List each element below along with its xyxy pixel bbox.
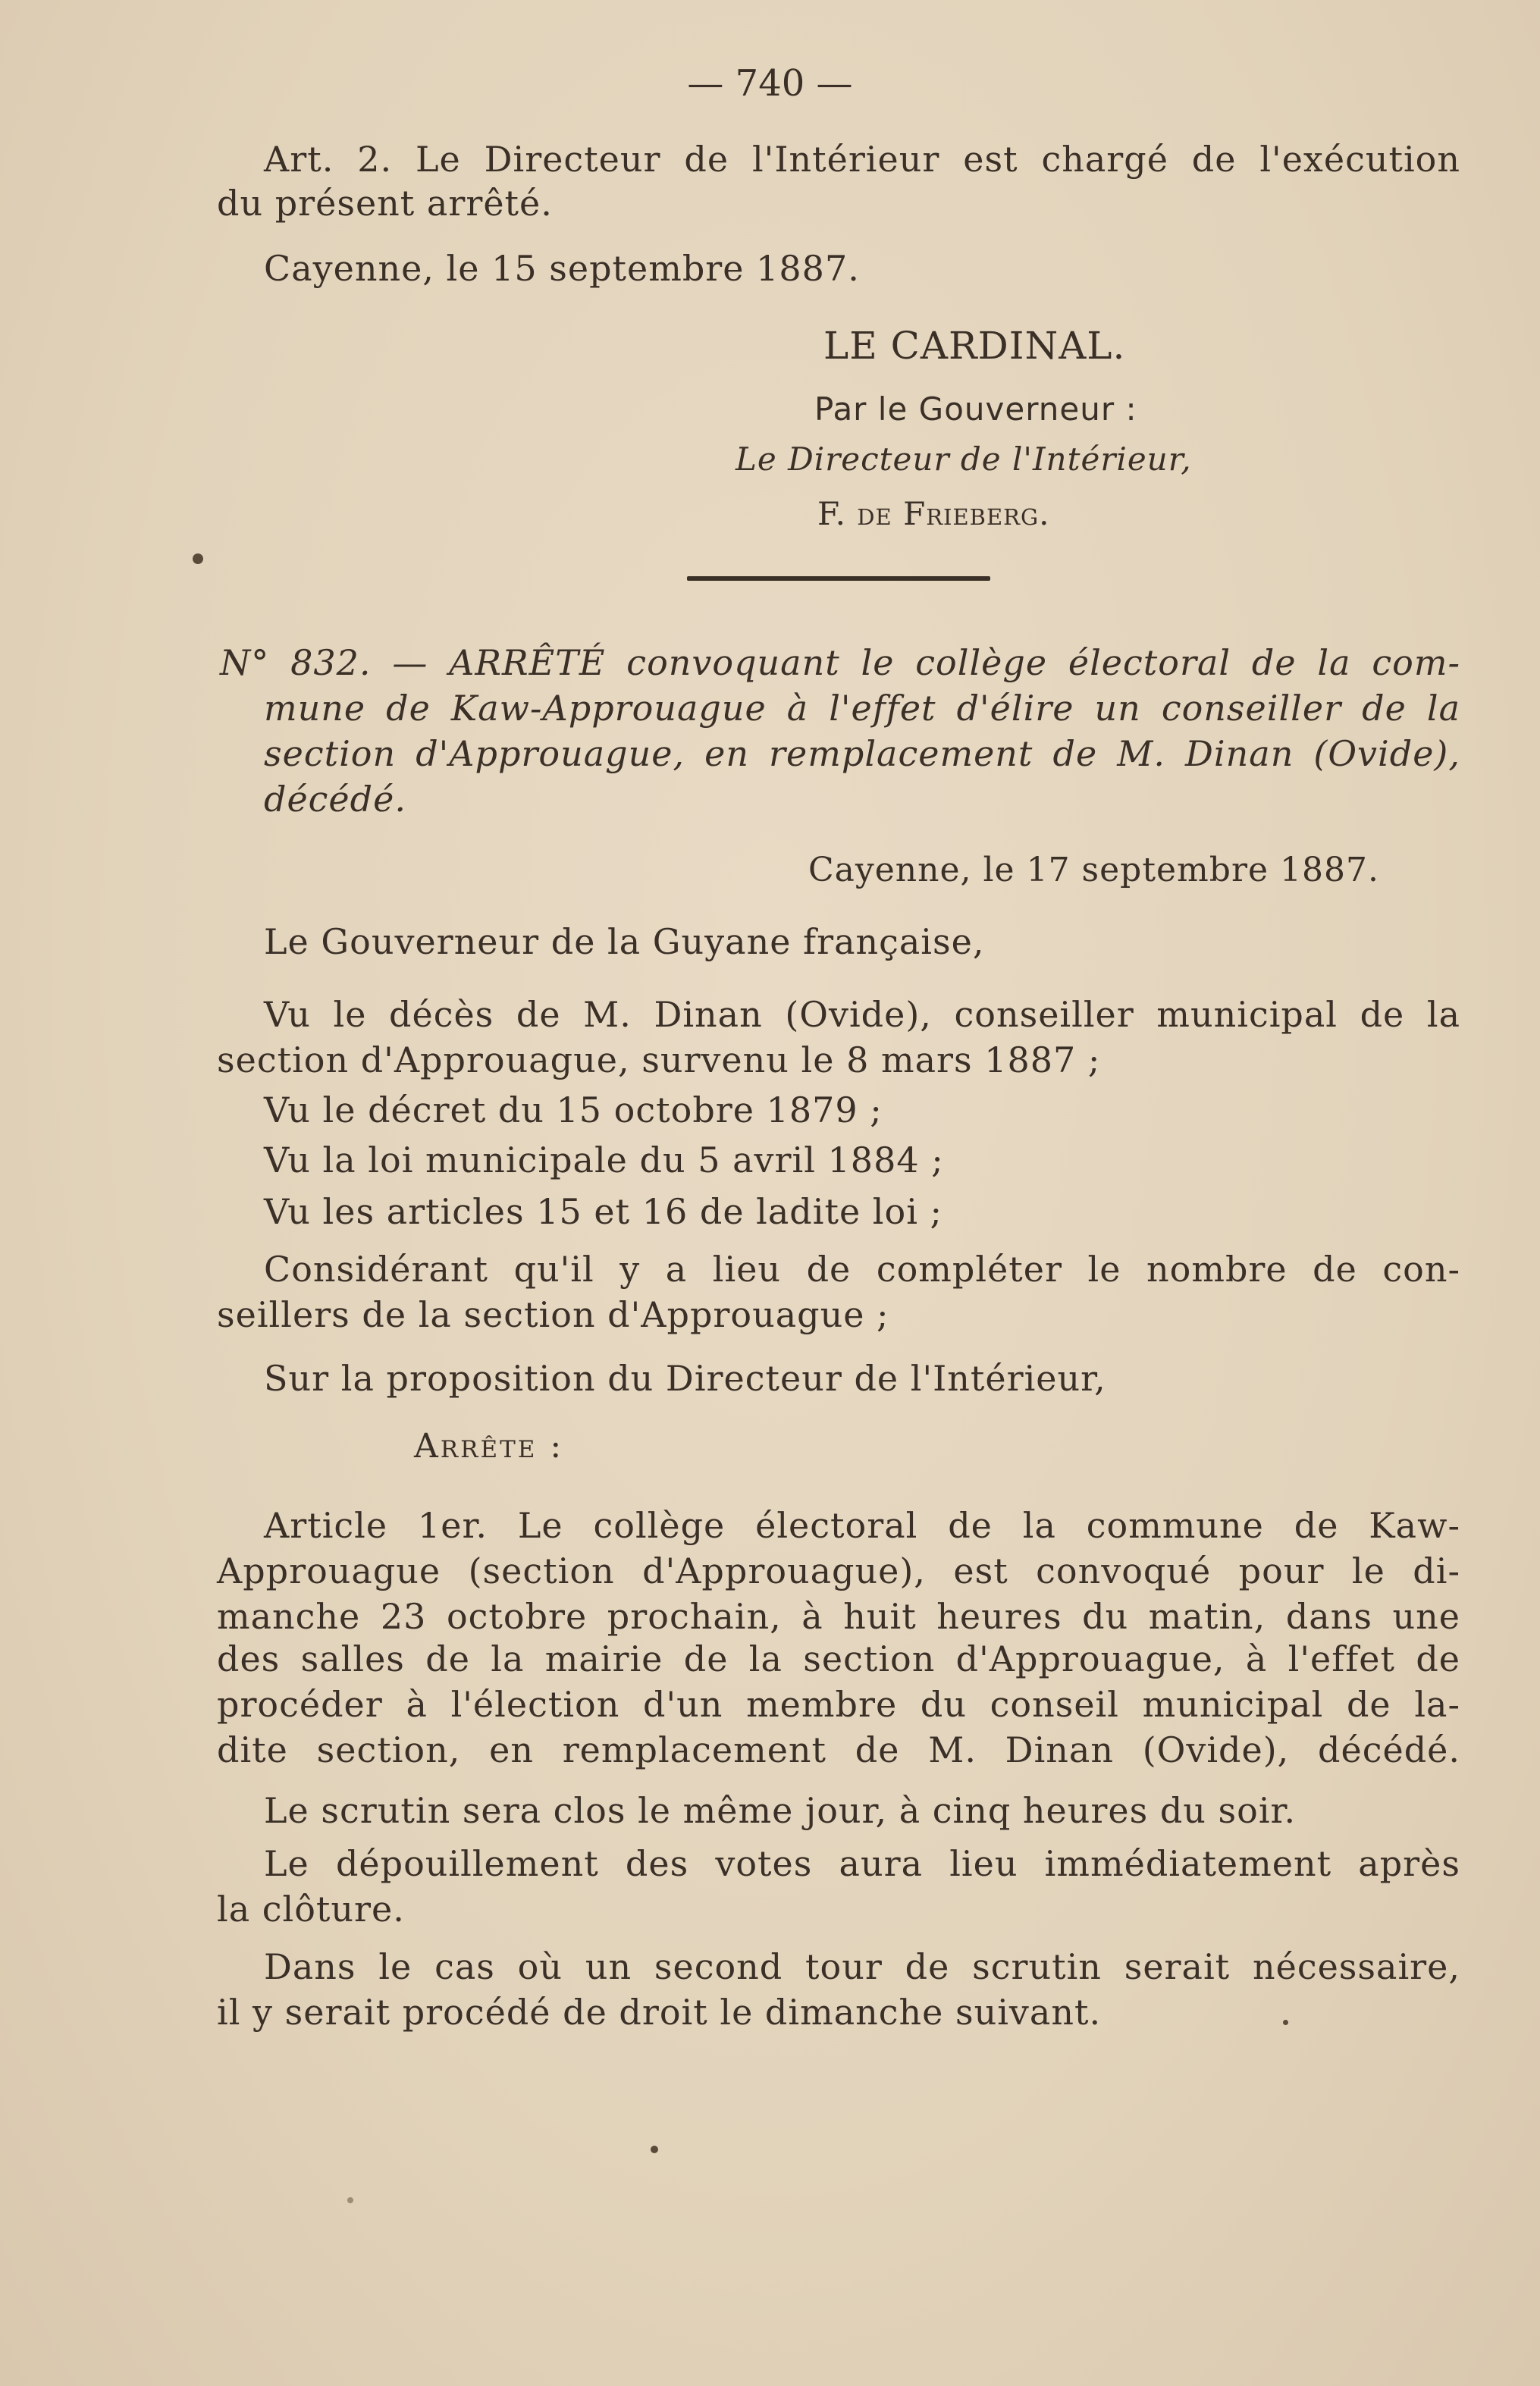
depouillement-line-2: la clôture. (217, 1889, 405, 1930)
vu-articles: Vu les articles 15 et 16 de ladite loi ; (264, 1191, 943, 1232)
vu-deces-line-2: section d'Approuague, survenu le 8 mars 1887 ; (217, 1039, 1101, 1080)
article1-line-4: des salles de la mairie de la section d'Approuague, à l'effet de (217, 1638, 1460, 1679)
signature-title: Le Directeur de l'Intérieur, (735, 441, 1192, 478)
article1-line-1: Article 1er. Le collège électoral de la commune de Kaw- (264, 1505, 1460, 1546)
article1-line-6: dite section, en remplacement de M. Dinan (Ovide), décédé. (217, 1729, 1460, 1770)
vu-decret: Vu le décret du 15 octobre 1879 ; (264, 1090, 883, 1130)
arrete-title-line-3: section d'Approuague, en remplacement de M. Dinan (Ovide), (264, 733, 1460, 774)
article1-line-5: procéder à l'élection d'un membre du conseil municipal de la- (217, 1684, 1460, 1725)
art2-line-1: Art. 2. Le Directeur de l'Intérieur est chargé de l'exécution (264, 139, 1460, 180)
paper-speck (1283, 2020, 1288, 2025)
article1-line-3: manche 23 octobre prochain, à huit heures du matin, dans une (217, 1596, 1460, 1637)
section-divider (687, 576, 990, 581)
page-number: — 740 — (687, 62, 853, 105)
arrete-title-line-2: mune de Kaw-Approuague à l'effet d'élire un conseiller de la (264, 688, 1460, 729)
signature-by: Par le Gouverneur : (814, 390, 1137, 428)
arrete-title-line-4: décédé. (264, 779, 406, 820)
paper-speck (651, 2146, 658, 2153)
arrete-title-line-1: N° 832. — ARRÊTÉ convoquant le collège électoral de la com- (220, 642, 1460, 683)
paper-speck (193, 553, 203, 564)
arrete-label: Arrête : (414, 1427, 564, 1466)
vu-loi: Vu la loi municipale du 5 avril 1884 ; (264, 1140, 944, 1180)
second-tour-line-2: il y serait procédé de droit le dimanche suivant. (217, 1992, 1102, 2033)
signatory: F. de Frieberg. (817, 495, 1050, 532)
second-tour-line-1: Dans le cas où un second tour de scrutin serait nécessaire, (264, 1946, 1460, 1987)
scrutin-line: Le scrutin sera clos le même jour, à cinq heures du soir. (264, 1790, 1297, 1831)
signature-name: LE CARDINAL. (823, 324, 1126, 368)
paper-speck (347, 2197, 353, 2203)
considerant-line-1: Considérant qu'il y a lieu de compléter le nombre de con- (264, 1249, 1460, 1290)
place-date-1: Cayenne, le 15 septembre 1887. (264, 248, 860, 289)
art2-line-2: du présent arrêté. (217, 183, 553, 224)
considerant-line-2: seillers de la section d'Approuague ; (217, 1294, 889, 1335)
sur-proposition: Sur la proposition du Directeur de l'Intérieur, (264, 1358, 1106, 1399)
depouillement-line-1: Le dépouillement des votes aura lieu immédiatement après (264, 1843, 1460, 1884)
governor-line: Le Gouverneur de la Guyane française, (264, 921, 985, 962)
place-date-2: Cayenne, le 17 septembre 1887. (808, 851, 1379, 889)
article1-line-2: Approuague (section d'Approuague), est convoqué pour le di- (217, 1550, 1460, 1591)
vu-deces-line-1: Vu le décès de M. Dinan (Ovide), conseiller municipal de la (264, 994, 1460, 1035)
